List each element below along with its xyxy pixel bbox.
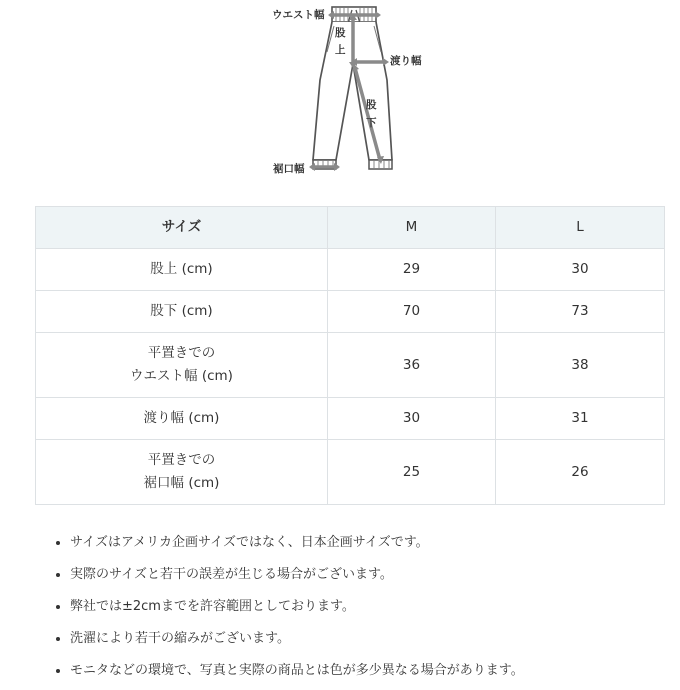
table-row	[36, 291, 665, 333]
table-row	[36, 440, 665, 505]
row-m-value: 29	[328, 249, 496, 291]
row-m-value: 25	[328, 440, 496, 505]
row-l-value: 38	[496, 333, 665, 398]
label-waist: ウエスト幅	[272, 9, 325, 21]
label-rise-1: 股	[335, 27, 346, 39]
label-rise-2: 上	[335, 44, 346, 56]
table-row	[36, 249, 665, 291]
row-item: 股上 (cm)	[36, 249, 328, 291]
row-l-value: 73	[496, 291, 665, 333]
row-m-value: 36	[328, 333, 496, 398]
label-hem: 裾口幅	[273, 163, 305, 175]
header-m: M	[328, 207, 496, 249]
row-item: 渡り幅 (cm)	[36, 398, 328, 440]
list-item: • 弊社では±2cmまでを許容範囲としております。	[70, 594, 680, 626]
list-item: • 実際のサイズと若干の誤差が生じる場合がございます。	[70, 562, 680, 594]
table-row	[36, 333, 665, 398]
row-item: 平置きでの ウエスト幅 (cm)	[36, 333, 328, 398]
row-item: 股下 (cm)	[36, 291, 328, 333]
row-l-value: 26	[496, 440, 665, 505]
label-inseam-2: 下	[366, 117, 377, 129]
row-item: 平置きでの 裾口幅 (cm)	[36, 440, 328, 505]
row-m-value: 30	[328, 398, 496, 440]
size-table	[35, 206, 665, 505]
table-header-row	[36, 207, 665, 249]
header-l: L	[496, 207, 665, 249]
pants-measurement-diagram	[0, 0, 680, 200]
label-inseam-1: 股	[366, 99, 377, 111]
list-item: • 洗濯により若干の縮みがございます。	[70, 626, 680, 658]
list-item: • モニタなどの環境で、写真と実際の商品とは色が多少異なる場合があります。	[70, 658, 680, 690]
list-item: • サイズはアメリカ企画サイズではなく、日本企画サイズです。	[70, 530, 680, 562]
table-row	[36, 398, 665, 440]
notes-list	[50, 530, 680, 690]
row-l-value: 30	[496, 249, 665, 291]
header-size: サイズ	[36, 207, 328, 249]
label-thigh: 渡り幅	[390, 55, 422, 67]
row-m-value: 70	[328, 291, 496, 333]
row-l-value: 31	[496, 398, 665, 440]
